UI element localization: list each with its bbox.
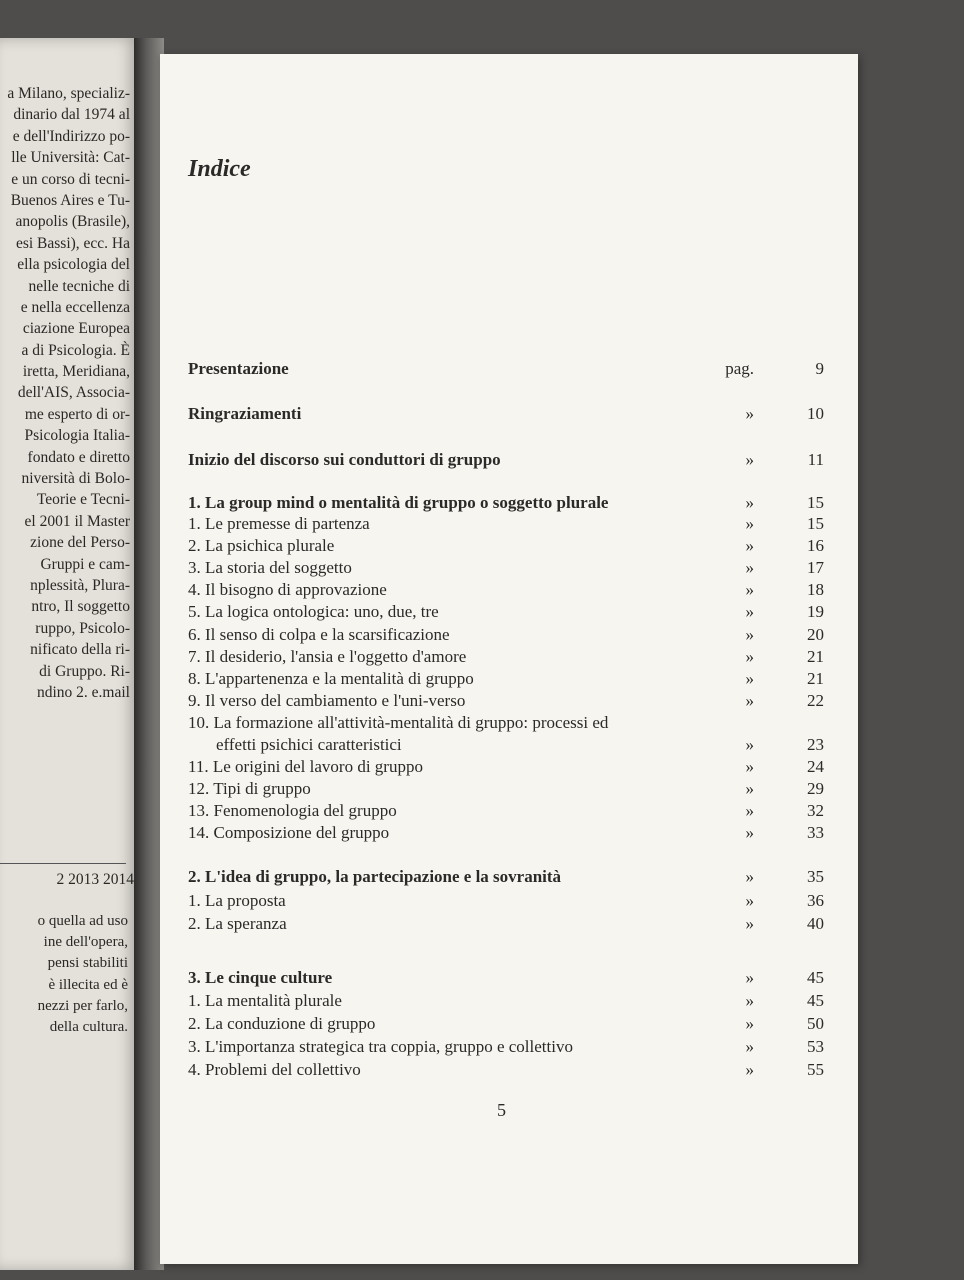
left-page-line: ntro, Il soggetto xyxy=(31,598,130,616)
toc-entry xyxy=(188,891,824,913)
toc-entry-title: 13. Fenomenologia del gruppo xyxy=(188,801,397,820)
toc-entry-page: 11 xyxy=(807,450,824,469)
toc-entry-title: 2. L'idea di gruppo, la partecipazione e la sovranità xyxy=(188,867,562,886)
toc-entry xyxy=(188,779,824,801)
toc-entry xyxy=(188,647,824,669)
left-page-line: nificato della ri- xyxy=(30,641,130,659)
left-page-line: di Gruppo. Ri- xyxy=(39,662,130,680)
toc-entry-title: 3. La storia del soggetto xyxy=(188,558,352,577)
toc-entry-marker: » xyxy=(745,801,754,820)
toc-entry-page: 21 xyxy=(807,647,824,666)
left-page-line: nelle tecniche di xyxy=(28,277,130,295)
toc-entry xyxy=(188,914,824,936)
toc-entry-title: 8. L'appartenenza e la mentalità di gruppo xyxy=(188,669,474,688)
left-page-line: a di Psicologia. È xyxy=(21,341,130,359)
toc-entry-marker: » xyxy=(745,823,754,842)
toc-entry-page: 35 xyxy=(807,867,824,886)
toc-entry-marker: » xyxy=(745,891,754,910)
toc-entry-title: 1. Le premesse di partenza xyxy=(188,514,370,533)
toc-entry-page: 45 xyxy=(807,991,824,1010)
left-page-line: anopolis (Brasile), xyxy=(15,213,130,231)
toc-entry xyxy=(188,823,824,845)
left-page-line: ruppo, Psicolo- xyxy=(35,619,130,637)
toc-entry xyxy=(188,536,824,558)
toc-entry-marker: » xyxy=(745,968,754,987)
toc-entry-title: 7. Il desiderio, l'ansia e l'oggetto d'amore xyxy=(188,647,467,666)
toc-entry xyxy=(188,359,824,381)
toc-entry-title: 4. Problemi del collettivo xyxy=(188,1060,361,1079)
toc-entry-continuation-row xyxy=(188,735,824,757)
toc-entry-title: Presentazione xyxy=(188,359,289,378)
left-page-line: zione del Perso- xyxy=(30,534,130,552)
toc-entry xyxy=(188,602,824,624)
toc-entry-title: 10. La formazione all'attività-mentalità di gruppo: processi ed xyxy=(188,713,609,732)
toc-entry-page: 53 xyxy=(807,1037,824,1056)
toc-entry-page: 15 xyxy=(807,514,824,533)
toc-entry-title: 6. Il senso di colpa e la scarsificazione xyxy=(188,625,450,644)
toc-entry-marker: » xyxy=(745,625,754,644)
toc-entry-marker: » xyxy=(745,669,754,688)
left-page-line: Psicologia Italia- xyxy=(24,427,130,445)
left-page-line: esi Bassi), ecc. Ha xyxy=(15,234,130,252)
toc-entry-page: 40 xyxy=(807,914,824,933)
left-page-notice-line: pensi stabiliti xyxy=(47,955,128,972)
toc-entry-title: 2. La speranza xyxy=(188,914,287,933)
toc-entry-marker: » xyxy=(745,514,754,533)
toc-entry-title: 5. La logica ontologica: uno, due, tre xyxy=(188,602,439,621)
left-page-line: lle Università: Cat- xyxy=(11,149,130,167)
toc-entry-title: 3. Le cinque culture xyxy=(188,968,333,987)
toc-entry-page: 45 xyxy=(807,968,824,987)
left-page-notice-line: nezzi per farlo, xyxy=(37,997,128,1014)
toc-entry-page: 24 xyxy=(807,757,824,776)
toc-entry-marker: » xyxy=(745,1060,754,1079)
left-page-line: nplessità, Plura- xyxy=(30,576,130,594)
toc-entry-page: 23 xyxy=(807,735,824,754)
toc-entry-marker: pag. xyxy=(725,359,754,378)
toc-entry-title: 1. La proposta xyxy=(188,891,286,910)
toc-entry-title: 1. La mentalità plurale xyxy=(188,991,342,1010)
toc-entry-page: 16 xyxy=(807,536,824,555)
toc-entry-title: Inizio del discorso sui conduttori di gruppo xyxy=(188,450,501,469)
toc-entry xyxy=(188,450,824,472)
left-page-line: niversità di Bolo- xyxy=(21,470,130,488)
toc-entry-page: 33 xyxy=(807,823,824,842)
toc-entry-page: 36 xyxy=(807,891,824,910)
toc-entry-page: 18 xyxy=(807,580,824,599)
toc-entry-title: 1. La group mind o mentalità di gruppo o soggetto plurale xyxy=(188,493,609,512)
toc-entry xyxy=(188,1060,824,1082)
toc-entry xyxy=(188,558,824,580)
left-page-notice-line: o quella ad uso xyxy=(37,913,128,929)
toc-entry-continuation: effetti psichici caratteristici xyxy=(216,735,402,754)
toc-entry-marker: » xyxy=(745,779,754,798)
left-page-line: a Milano, specializ- xyxy=(7,85,130,102)
page-title: Indice xyxy=(188,156,251,182)
left-page-line: dinario dal 1974 al xyxy=(13,106,130,124)
toc-entry-title: 11. Le origini del lavoro di gruppo xyxy=(188,757,423,776)
toc-entry-page: 10 xyxy=(807,404,824,423)
left-page-notice xyxy=(0,911,128,1038)
toc-entry-title: 14. Composizione del gruppo xyxy=(188,823,390,842)
toc-entry-marker: » xyxy=(745,867,754,886)
left-page-text xyxy=(0,83,130,703)
toc-entry xyxy=(188,691,824,713)
left-page-notice-line: è illecita ed è xyxy=(48,976,128,993)
left-page-line: dell'AIS, Associa- xyxy=(17,384,130,402)
toc-entry-marker: » xyxy=(745,1014,754,1033)
toc-entry xyxy=(188,669,824,691)
toc-entry-marker: » xyxy=(745,647,754,666)
left-page-years: 2 2013 2014 xyxy=(56,871,134,888)
left-page-line: fondato e diretto xyxy=(27,448,130,466)
left-page-line: e dell'Indirizzo po- xyxy=(12,127,130,145)
toc-entry-marker: » xyxy=(745,914,754,933)
left-page-line: ciazione Europea xyxy=(22,320,130,338)
left-page-line: ella psicologia del xyxy=(17,256,130,274)
toc-entry xyxy=(188,713,824,735)
toc-entry-marker: » xyxy=(745,691,754,710)
toc-entry xyxy=(188,968,824,990)
toc-entry-marker: » xyxy=(745,757,754,776)
toc-entry xyxy=(188,580,824,602)
toc-entry-page: 20 xyxy=(807,625,824,644)
toc-entry-page: 9 xyxy=(815,359,824,378)
left-page-line: el 2001 il Master xyxy=(24,512,130,530)
toc-entry-title: 3. L'importanza strategica tra coppia, gruppo e collettivo xyxy=(188,1037,573,1056)
toc-entry-marker: » xyxy=(745,1037,754,1056)
right-page xyxy=(160,54,858,1264)
left-page-line: Gruppi e cam- xyxy=(40,555,130,573)
toc-entry-marker: » xyxy=(745,991,754,1010)
toc-entry xyxy=(188,1014,824,1036)
toc-entry xyxy=(188,991,824,1013)
left-page-notice-line: della cultura. xyxy=(49,1018,128,1035)
page-number: 5 xyxy=(497,1100,506,1120)
toc-entry xyxy=(188,625,824,647)
toc-entry xyxy=(188,404,824,426)
toc-entry-page: 50 xyxy=(807,1014,824,1033)
left-page-line: Buenos Aires e Tu- xyxy=(10,191,130,209)
toc-entry-page: 17 xyxy=(807,558,824,577)
toc-entry-marker: » xyxy=(745,558,754,577)
left-page-line: iretta, Meridiana, xyxy=(22,363,130,381)
toc-entry-marker: » xyxy=(745,493,754,512)
toc-entry-title: 9. Il verso del cambiamento e l'uni-verso xyxy=(188,691,466,710)
toc-entry-marker: » xyxy=(745,580,754,599)
toc-entry-marker: » xyxy=(745,602,754,621)
toc-entry-page: 21 xyxy=(807,669,824,688)
toc-entry-marker: » xyxy=(745,404,754,423)
left-page xyxy=(0,38,138,1270)
toc-entry-marker: » xyxy=(745,450,754,469)
toc-entry xyxy=(188,1037,824,1059)
left-page-line: me esperto di or- xyxy=(24,405,130,423)
toc-entry-page: 15 xyxy=(807,493,824,512)
toc-entry xyxy=(188,493,824,515)
toc-entry-page: 29 xyxy=(807,779,824,798)
toc-entry-title: 2. La conduzione di gruppo xyxy=(188,1014,376,1033)
toc-entry-marker: » xyxy=(745,536,754,555)
toc-entry-marker: » xyxy=(745,735,754,754)
toc-entry-title: 4. Il bisogno di approvazione xyxy=(188,580,387,599)
left-page-line: e nella eccellenza xyxy=(20,298,130,316)
toc-entry-title: 12. Tipi di gruppo xyxy=(188,779,311,798)
toc-entry-page: 22 xyxy=(807,691,824,710)
left-page-line: ndino 2. e.mail xyxy=(37,683,130,701)
toc-entry xyxy=(188,801,824,823)
left-page-notice-line: ine dell'opera, xyxy=(43,934,128,951)
toc-entry-page: 19 xyxy=(807,602,824,621)
left-page-line: Teorie e Tecni- xyxy=(36,491,130,509)
toc-entry-page: 32 xyxy=(807,801,824,820)
toc-entry-title: 2. La psichica plurale xyxy=(188,536,335,555)
left-page-line: e un corso di tecni- xyxy=(11,170,130,188)
toc-entry xyxy=(188,514,824,536)
toc-entry-title: Ringraziamenti xyxy=(188,404,302,423)
toc-entry xyxy=(188,867,824,889)
toc-entry-page: 55 xyxy=(807,1060,824,1079)
left-page-rule xyxy=(0,863,126,864)
toc-entry xyxy=(188,757,824,779)
